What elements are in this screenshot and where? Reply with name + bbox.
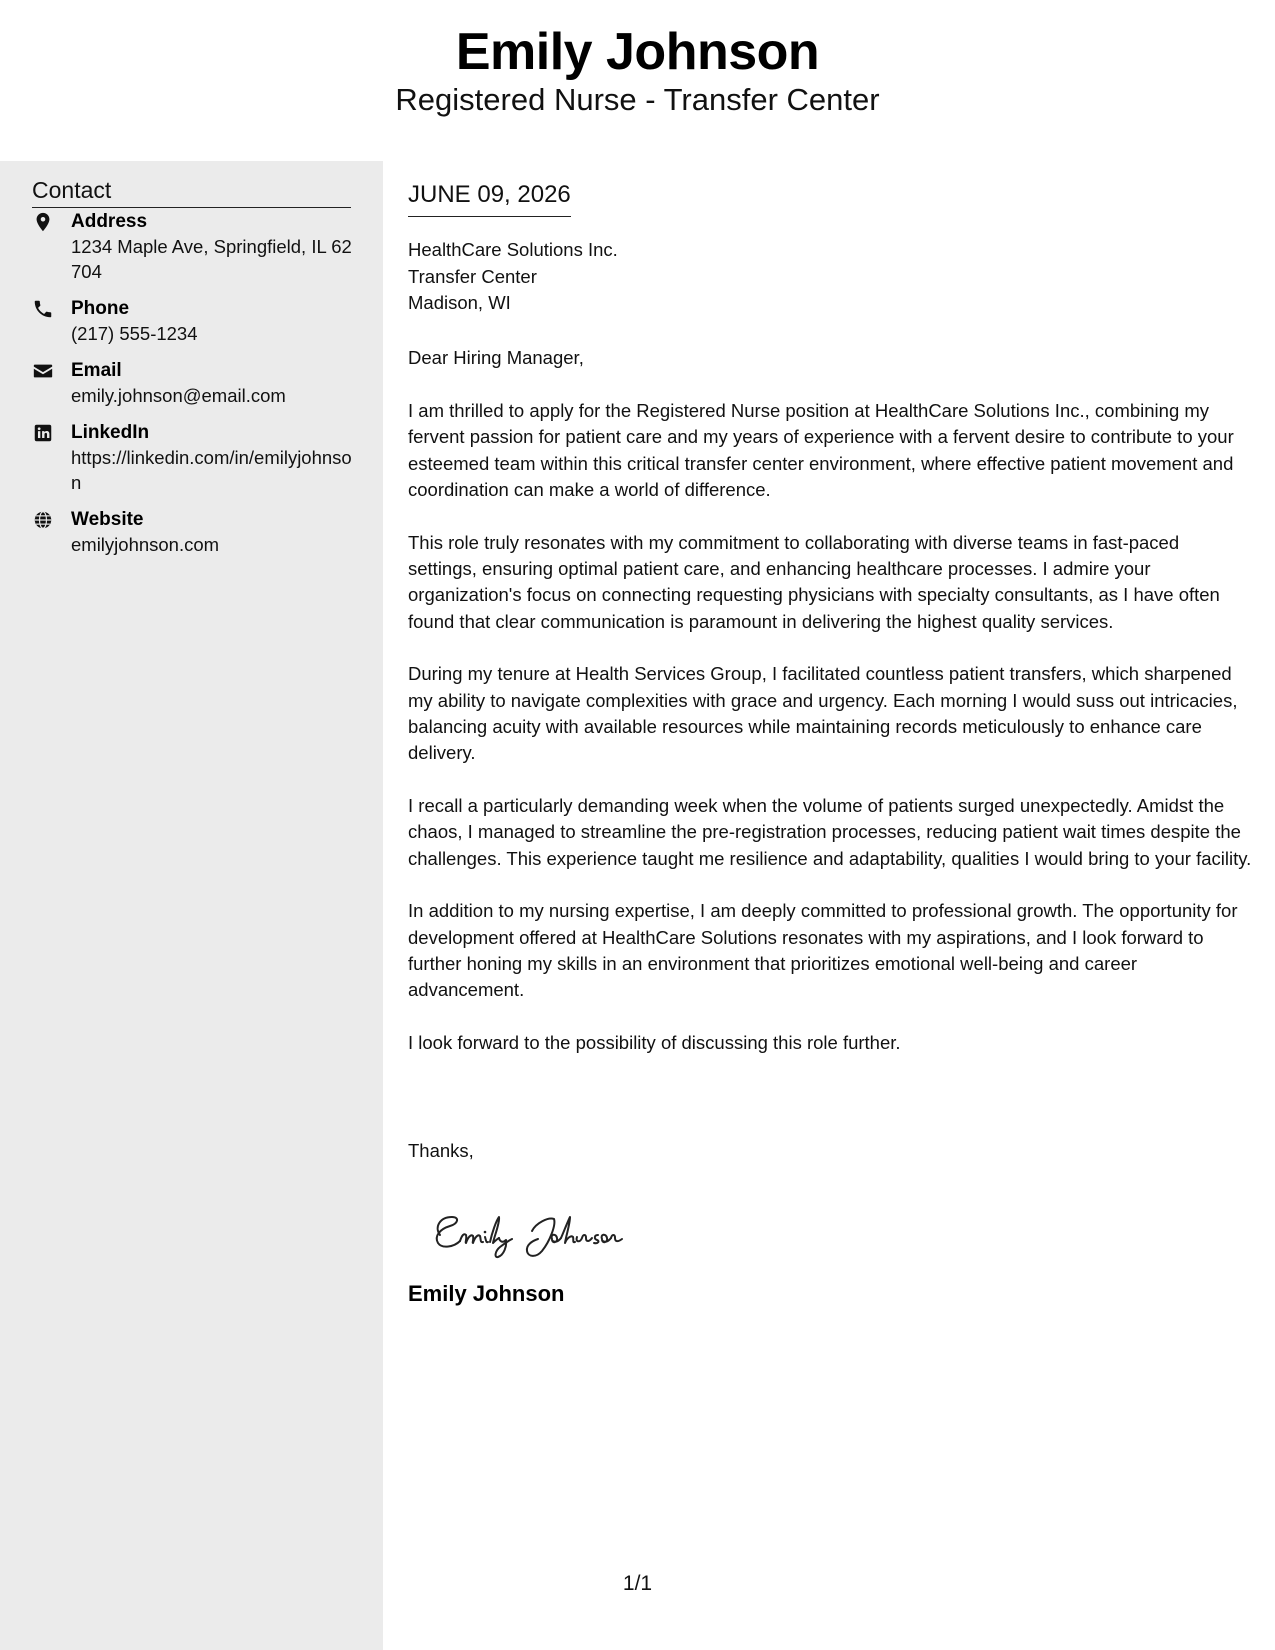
linkedin-icon: [32, 422, 54, 444]
letter-header: [0, 0, 1275, 161]
website-value[interactable]: emilyjohnson.com: [71, 534, 220, 555]
recipient-location: Madison, WI: [408, 292, 511, 313]
signer-name: Emily Johnson: [408, 1281, 565, 1306]
paragraph-5: In addition to my nursing expertise, I am deeply committed to professional growth. The opportunity for development offered at HealthCare Solutions resonates with my aspirations, and I look forward to further honing my skills in an environment that prioritizes emotional well-being and career advancement.: [408, 900, 1238, 1001]
paragraph-1: I am thrilled to apply for the Registered Nurse position at HealthCare Solutions Inc., combining my fervent passion for patient care and my years of experience with a fervent desire to contribute to your esteemed team within this critical transfer center environment, where effective patient movement and coordination can make a world of difference.: [408, 400, 1234, 501]
letter-paragraphs: [408, 398, 1253, 1082]
contact-sidebar: [0, 161, 383, 1650]
salutation: Dear Hiring Manager,: [408, 347, 584, 368]
website-label: Website: [71, 509, 144, 530]
paragraph-3: During my tenure at Health Services Group, I facilitated countless patient transfers, which sharpened my ability to navigate complexities with grace and urgency. Each morning I would suss out intricacies, balancing acuity with available resources while maintaining records meticulously to enhance care delivery.: [408, 663, 1238, 764]
paragraph-6: I look forward to the possibility of discussing this role further.: [408, 1031, 901, 1053]
linkedin-value[interactable]: https://linkedin.com/in/emilyjohnson: [71, 447, 352, 493]
phone-icon: [32, 298, 54, 320]
globe-icon: [32, 509, 54, 531]
applicant-name: Emily Johnson: [455, 23, 820, 81]
contact-heading: Contact: [32, 175, 351, 208]
email-value: emily.johnson@email.com: [71, 385, 286, 406]
location-pin-icon: [32, 211, 54, 233]
closing: Thanks,: [408, 1140, 474, 1161]
phone-label: Phone: [71, 298, 130, 319]
applicant-role: Registered Nurse - Transfer Center: [395, 82, 880, 117]
handwritten-signature: [426, 1191, 666, 1271]
recipient-block: [408, 237, 1253, 317]
paragraph-2: This role truly resonates with my commitment to collaborating with diverse teams in fast-paced settings, ensuring optimal patient care, and enhancing healthcare processes. I admire your organization's focus on connecting requesting physicians with specialty consultants, as I have often found that clear communication is paramount in delivering the highest quality services.: [408, 531, 1220, 632]
address-value: 1234 Maple Ave, Springfield, IL 62704: [71, 236, 352, 282]
letter-date: JUNE 09, 2026: [408, 180, 571, 217]
paragraph-4: I recall a particularly demanding week when the volume of patients surged unexpectedly. Amidst the chaos, I managed to streamline the pre-registration processes, reducing patient wait times despite the challenges. This experience taught me resilience and adaptability, qualities I would bring to your facility.: [408, 794, 1252, 869]
phone-value: (217) 555-1234: [71, 323, 198, 344]
page-number: 1/1: [622, 1572, 653, 1595]
linkedin-label: LinkedIn: [71, 422, 150, 443]
email-label: Email: [71, 360, 122, 381]
recipient-company: HealthCare Solutions Inc.: [408, 239, 618, 260]
envelope-icon: [32, 360, 54, 382]
address-label: Address: [71, 211, 148, 232]
recipient-department: Transfer Center: [408, 265, 537, 287]
